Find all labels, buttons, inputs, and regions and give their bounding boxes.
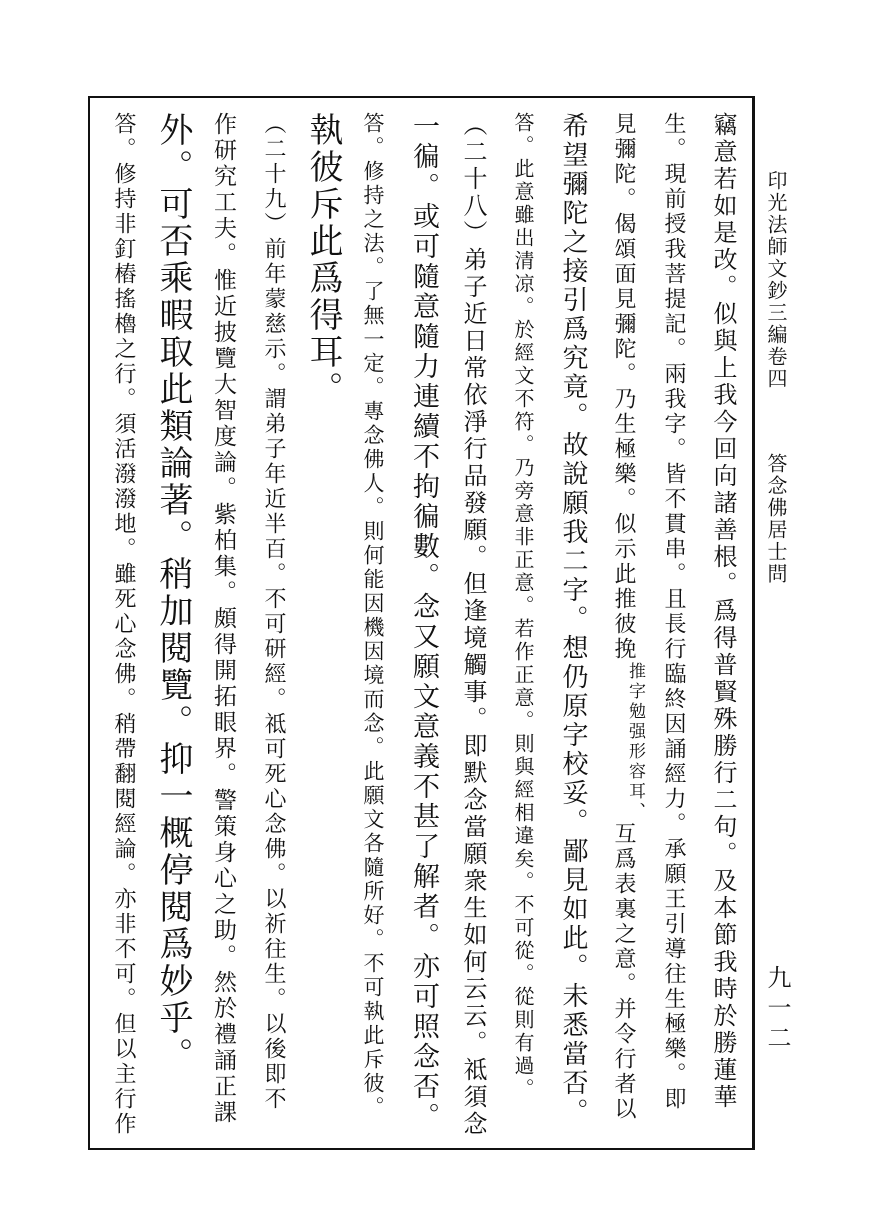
text-column-3 xyxy=(601,112,645,1142)
text-column-8: 答。修持之法。了無一定。專念佛人。則何能因機因境而念。此願文各隨所好。不可執此斥彼。 xyxy=(361,112,385,1120)
text-column-9: 執彼斥此爲得耳。 xyxy=(303,112,343,408)
text-column-13: 答。修持非釘樁搖櫓之行。須活潑潑地。雖死心念佛。稍帶翻閱經論。亦非不可。但以主行作 xyxy=(111,112,136,1137)
book-title: 印光法師文鈔三編卷四 xyxy=(764,170,788,390)
text-body xyxy=(95,100,747,1140)
column-3-text: 見彌陀。偈頌面見彌陀。乃生極樂。似示此推彼挽 xyxy=(611,112,636,662)
section-title: 答念佛居士問 xyxy=(764,453,788,585)
page-number: 九一二 xyxy=(763,965,791,1055)
text-column-5: 答。此意雖出清凉。於經文不符。乃旁意非正意。若作正意。則與經相違矣。不可從。從則有過。 xyxy=(511,112,535,1101)
text-column-10: （二十九）前年蒙慈示。謂弟子年近半百。不可研經。祗可死心念佛。以祈往生。以後即不 xyxy=(261,112,286,1112)
text-column-2: 生。現前授我菩提記。兩我字。皆不貫串。且長行臨終因誦經力。承願王引導往生極樂。即 xyxy=(661,112,686,1112)
text-column-11: 作研究工夫。惟近披覽大智度論。紫柏集。頗得開拓眼界。警策身心之助。然於禮誦正課 xyxy=(210,112,236,1126)
text-column-4: 希望彌陀之接引爲究竟。故說願我二字。想仍原字校妥。鄙見如此。未悉當否。 xyxy=(558,112,588,1127)
text-column-1: 竊意若如是改。似與上我今回向諸善根。爲得普賢殊勝行二句。及本節我時於勝蓮華 xyxy=(709,112,737,1111)
text-column-12: 外。可否乘暇取此類論著。稍加閱覽。抑一概停閱爲妙乎。 xyxy=(153,112,193,1074)
annotation-line-1: 推字勉强 xyxy=(625,662,645,742)
header-divider-rule xyxy=(752,96,755,1150)
text-column-6: （二十八）弟子近日常依淨行品發願。但逢境觸事。即默念當願衆生如何云云。祗須念 xyxy=(459,112,487,1138)
inline-annotation xyxy=(624,662,645,822)
column-3-tail: 互爲表裏之意。并令行者以 xyxy=(611,822,636,1122)
text-column-7: 一徧。或可隨意隨力連續不拘徧數。念又願文意義不甚了解者。亦可照念否。 xyxy=(408,112,439,1132)
annotation-line-2: 形容耳、 xyxy=(625,742,645,822)
running-header xyxy=(756,170,796,1070)
